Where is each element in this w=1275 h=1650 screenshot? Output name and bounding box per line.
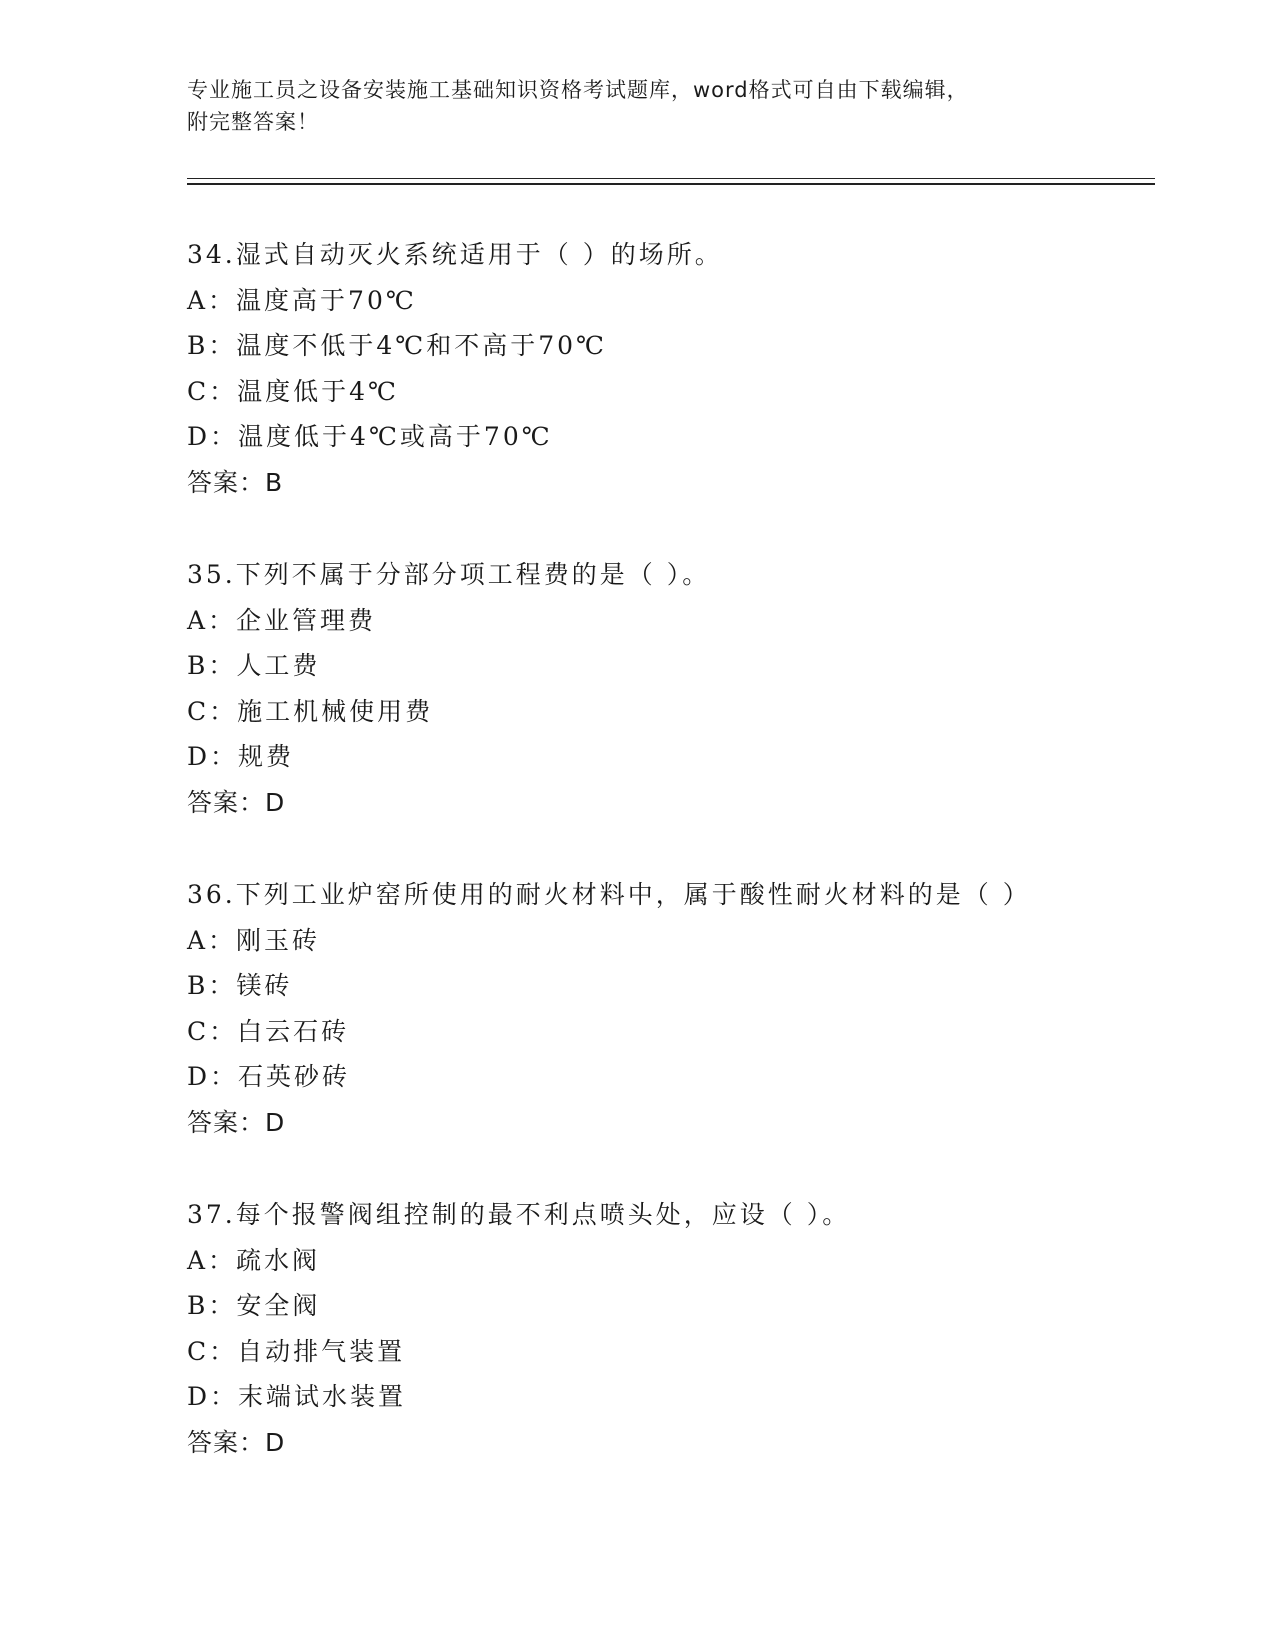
option-c: C：施工机械使用费 <box>187 696 434 726</box>
answer: 答案：B <box>187 467 284 497</box>
question-35 <box>187 552 1155 825</box>
header-line-2: 附完整答案！ <box>187 110 319 134</box>
answer: 答案：D <box>187 1107 286 1137</box>
question-stem: 36.下列工业炉窑所使用的耐火材料中，属于酸性耐火材料的是（ ） <box>187 880 1031 909</box>
question-list <box>187 232 1155 1512</box>
option-c: C：自动排气装置 <box>187 1336 406 1366</box>
option-a: A：疏水阀 <box>187 1245 321 1275</box>
header-rule-thin <box>187 178 1155 179</box>
question-36 <box>187 872 1155 1145</box>
option-d: D：规费 <box>187 742 295 771</box>
option-d: D：石英砂砖 <box>187 1062 351 1091</box>
option-d: D：温度低于4℃或高于70℃ <box>187 422 553 451</box>
option-a: A：刚玉砖 <box>187 925 321 955</box>
option-b: B：温度不低于4℃和不高于70℃ <box>187 331 608 360</box>
question-stem: 37.每个报警阀组控制的最不利点喷头处，应设（ ）。 <box>187 1200 851 1229</box>
option-a: A：温度高于70℃ <box>187 285 417 315</box>
option-a: A：企业管理费 <box>187 605 377 635</box>
question-stem: 34.湿式自动灭火系统适用于（ ）的场所。 <box>187 240 723 269</box>
header-rule-thick <box>187 183 1155 185</box>
option-b: B：安全阀 <box>187 1291 321 1320</box>
answer: 答案：D <box>187 787 286 817</box>
question-37 <box>187 1192 1155 1465</box>
option-b: B：镁砖 <box>187 971 293 1000</box>
option-c: C：温度低于4℃ <box>187 376 400 406</box>
question-34 <box>187 232 1155 505</box>
header-line-1: 专业施工员之设备安装施工基础知识资格考试题库，word格式可自由下载编辑， <box>187 78 969 102</box>
answer: 答案：D <box>187 1427 286 1457</box>
option-d: D：末端试水装置 <box>187 1382 407 1411</box>
question-stem: 35.下列不属于分部分项工程费的是（ ）。 <box>187 560 711 589</box>
option-b: B：人工费 <box>187 651 321 680</box>
option-c: C：白云石砖 <box>187 1016 350 1046</box>
document-header <box>187 74 1087 138</box>
